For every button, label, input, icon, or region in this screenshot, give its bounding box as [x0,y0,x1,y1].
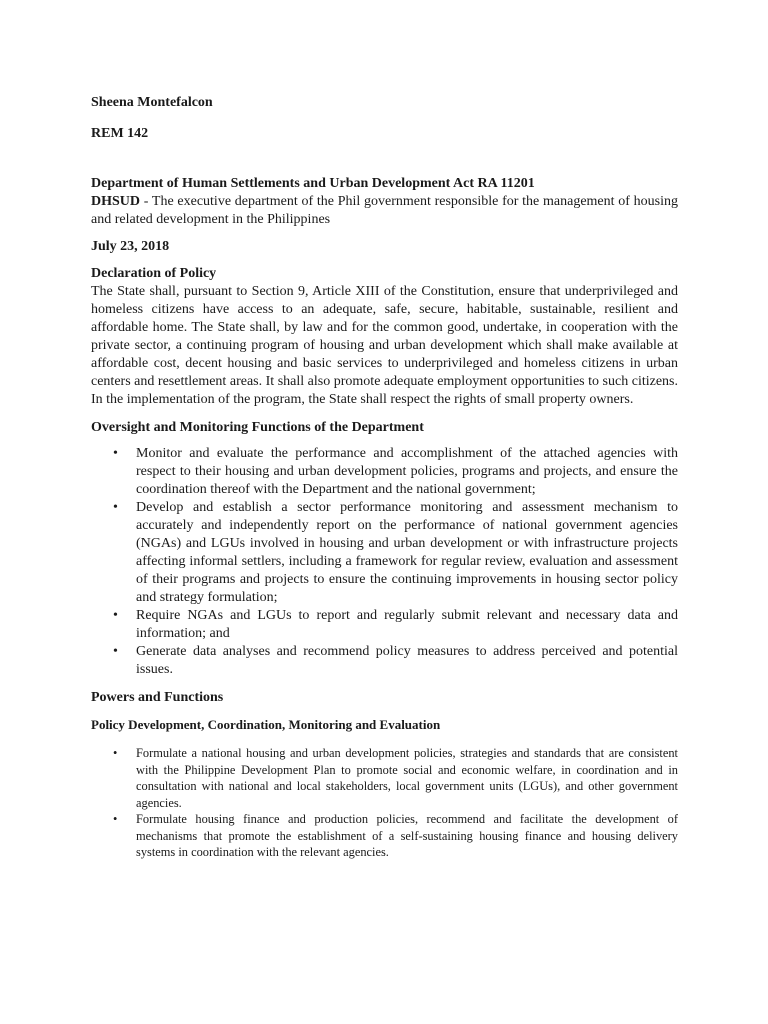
list-item-text: Formulate housing finance and production policies, recommend and facilitate the development of mechanisms that promote the establishment of a self-sustaining housing finance and housing delivery systems in coordination with the relevant agencies. [136,812,678,859]
list-item [91,811,678,861]
list-item [91,607,678,643]
list-item-text: Develop and establish a sector performance monitoring and assessment mechanism to accurately and independently report on the performance of national government agencies (NGAs) and LGUs involved in housing and urban development or with infrastructure projects affecting informal settlers, including a framework for regular review, evaluation and assessment of their programs and projects to ensure the continuing improvements in housing sector policy and strategy formulation; [136,500,678,605]
bullet-icon: • [113,500,118,515]
list-item-text: Generate data analyses and recommend policy measures to address perceived and potential issues. [136,644,678,677]
oversight-list [91,445,678,679]
list-item-text: Formulate a national housing and urban development policies, strategies and standards that are consistent with the Philippine Development Plan to promote social and economic welfare, in coordination and in consultation with national and local stakeholders, local government units (LGUs), and other government agencies. [136,746,678,810]
declaration-heading: Declaration of Policy [91,266,217,281]
list-item-text: Monitor and evaluate the performance and accomplishment of the attached agencies with respect to their housing and urban development policies, programs and projects, and ensure the coordination thereof with the Department and the national government; [136,446,678,497]
list-item-text: Require NGAs and LGUs to report and regularly submit relevant and necessary data and information; and [136,608,678,641]
powers-heading: Powers and Functions [91,690,224,705]
dhsud-definition-text: - The executive department of the Phil government responsible for the management of housing and related development in the Philippines [91,194,678,227]
bullet-icon: • [113,608,118,623]
bullet-icon: • [113,812,118,826]
powers-subheading: Policy Development, Coordination, Monitoring and Evaluation [91,717,441,732]
bullet-icon: • [113,746,118,760]
bullet-icon: • [113,644,118,659]
oversight-heading: Oversight and Monitoring Functions of the Department [91,420,424,435]
list-item [91,643,678,679]
list-item [91,445,678,499]
course-code: REM 142 [91,126,149,141]
bullet-icon: • [113,446,118,461]
document-title: Department of Human Settlements and Urban Development Act RA 11201 [91,176,535,191]
list-item [91,499,678,607]
declaration-paragraph: The State shall, pursuant to Section 9, Article XIII of the Constitution, ensure that underprivileged and homeless citizens have access to an adequate, safe, secure, habitable, sustainable, resilient and affordable home. The State shall, by law and for the common good, undertake, in cooperation with the private sector, a continuing program of housing and urban development which shall make available at affordable cost, decent housing and basic services to underprivileged and homeless citizens in urban centers and resettlement areas. It shall also promote adequate employment opportunities to such citizens. In the implementation of the program, the State shall respect the rights of small property owners. [91,284,678,407]
author-name: Sheena Montefalcon [91,95,213,110]
document-date: July 23, 2018 [91,239,170,254]
dhsud-term: DHSUD [91,194,141,209]
powers-list [91,745,678,861]
list-item [91,745,678,811]
dhsud-definition [91,193,678,229]
